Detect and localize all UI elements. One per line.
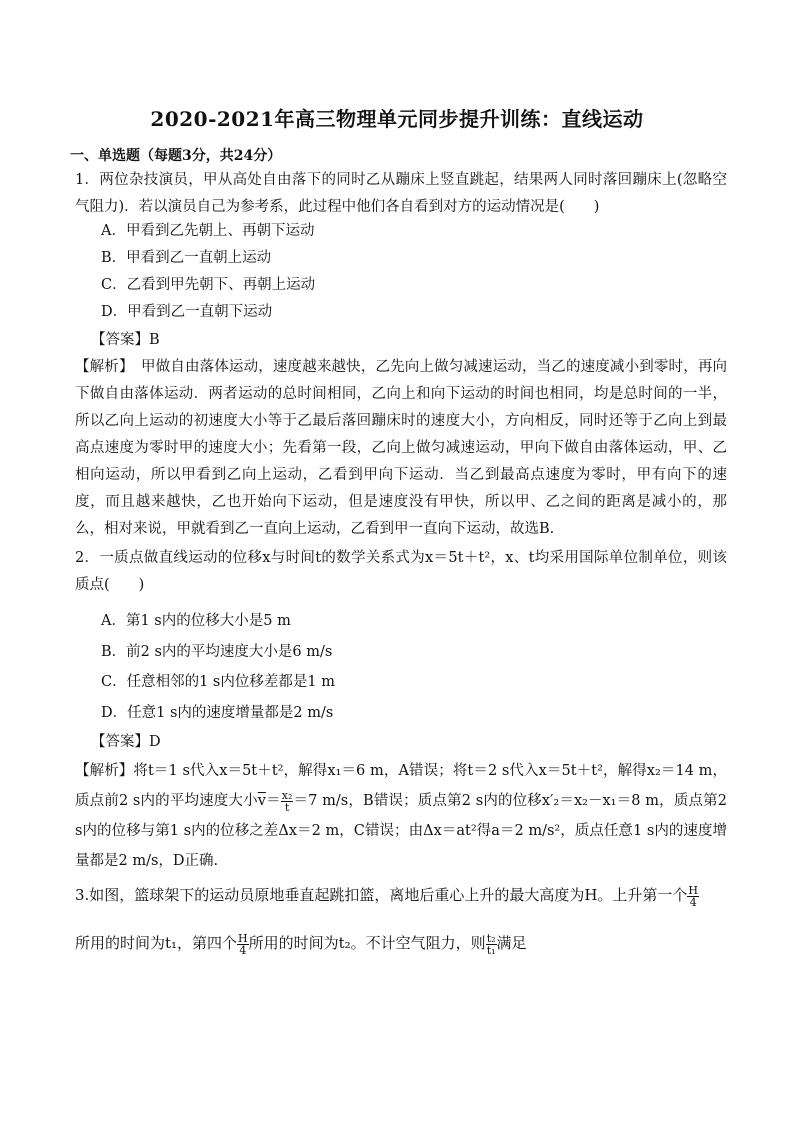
q3-frac2-den: 4 (239, 943, 247, 957)
q2-option-a: A．第1 s内的位移大小是5 m (101, 613, 291, 629)
q2-eq: ＝ (265, 793, 281, 809)
q3-fraction-t2-t1 (486, 933, 497, 956)
q3-frac3-num: t₂ (486, 931, 496, 945)
q3-line2 (75, 926, 740, 960)
q2-option-c: C．任意相邻的1 s内位移差都是1 m (101, 674, 335, 690)
q2-avg-velocity-fraction (281, 790, 294, 813)
q2-analysis-part1: 【解析】将t＝1 s代入x＝5t＋t²，解得x₁＝6 m，A错误；将t＝2 s代入x＝5t＋t²，解得x₂＝14 m，质点前2 s内的平均速度大小 (75, 763, 727, 809)
q3-text-b: 所用的时间为t₁，第四个 (75, 934, 238, 952)
q3-text-a: 3.如图，篮球架下的运动员原地垂直起跳扣篮，离地后重心上升的最大高度为H。上升第一个 (75, 886, 688, 904)
q3-frac1-num: H (688, 883, 698, 897)
q3-text-d: 满足 (496, 934, 527, 952)
q2-option-b: B．前2 s内的平均速度大小是6 m/s (101, 644, 333, 660)
q1-option-a: A．甲看到乙先朝上、再朝下运动 (101, 223, 315, 239)
q1-analysis: 【解析】 甲做自由落体运动，速度越来越快，乙先向上做匀减速运动，当乙的速度减小到零时，再向下做自由落体运动．两者运动的总时间相同，乙向上和向下运动的时间也相同，均是总时间的一半，所以乙向上运动的初速度大小等于乙最后落回蹦床时的速度大小，方向相反，同时还等于乙向上到最高点速度为零时甲的速度大小；先看第一段，乙向上做匀减速运动，甲向下做自由落体运动，甲、乙相向运动，所以甲看到乙向上运动，乙看到甲向下运动．当乙到最高点速度为零时，甲有向下的速度，而且越来越快，乙也开始向下运动，但是速度没有甲快，所以甲、乙之间的距离是减小的，那么，相对来说，甲就看到乙一直向上运动，乙看到甲一直向下运动，故选B. (75, 359, 727, 537)
q3-line1 (75, 878, 740, 912)
q2-frac-numerator: x₂ (281, 788, 293, 802)
q2-option-d: D．任意1 s内的速度增量都是2 m/s (101, 705, 334, 721)
q3-fraction-h4-first (687, 885, 699, 908)
q2-analysis-part2: ＝7 m/s，B错误；质点第2 s内的位移x′₂＝x₂－x₁＝8 m，质点第2 s内的位移与第1 s内的位移之差Δx＝2 m，C错误；由Δx＝at²得a＝2 m/s²，质点任意1 s内的速度增量都是2 m/s，D正确. (75, 793, 727, 869)
q2-stem: 2．一质点做直线运动的位移x与时间t的数学关系式为x＝5t＋t²，x、t均采用国际单位制单位，则该质点( ) (75, 550, 727, 593)
q3-frac2-num: H (238, 931, 248, 945)
q3-frac3-den: t₁ (486, 943, 496, 957)
q3-frac1-den: 4 (689, 895, 697, 909)
q1-answer: 【答案】B (91, 332, 160, 348)
q2-analysis (75, 756, 727, 876)
section-heading: 一、单选题（每题3分，共24分） (70, 148, 282, 164)
q2-answer: 【答案】D (91, 734, 161, 750)
q3-text-c: 所用的时间为t₂。不计空气阻力，则 (248, 934, 486, 952)
q2-vbar: $\overline{v}$ (257, 793, 266, 809)
q1-option-b: B．甲看到乙一直朝上运动 (101, 250, 272, 266)
q3-fraction-h4-fourth (237, 933, 249, 956)
q2-frac-denominator: t (284, 800, 290, 814)
q1-stem: 1．两位杂技演员，甲从高处自由落下的同时乙从蹦床上竖直跳起，结果两人同时落回蹦床上(忽略空气阻力)．若以演员自己为参考系，此过程中他们各自看到对方的运动情况是( ) (75, 172, 727, 215)
q1-option-d: D．甲看到乙一直朝下运动 (101, 304, 273, 320)
q1-option-c: C．乙看到甲先朝下、再朝上运动 (101, 277, 316, 293)
page-title: 2020-2021年高三物理单元同步提升训练：直线运动 (150, 107, 644, 131)
